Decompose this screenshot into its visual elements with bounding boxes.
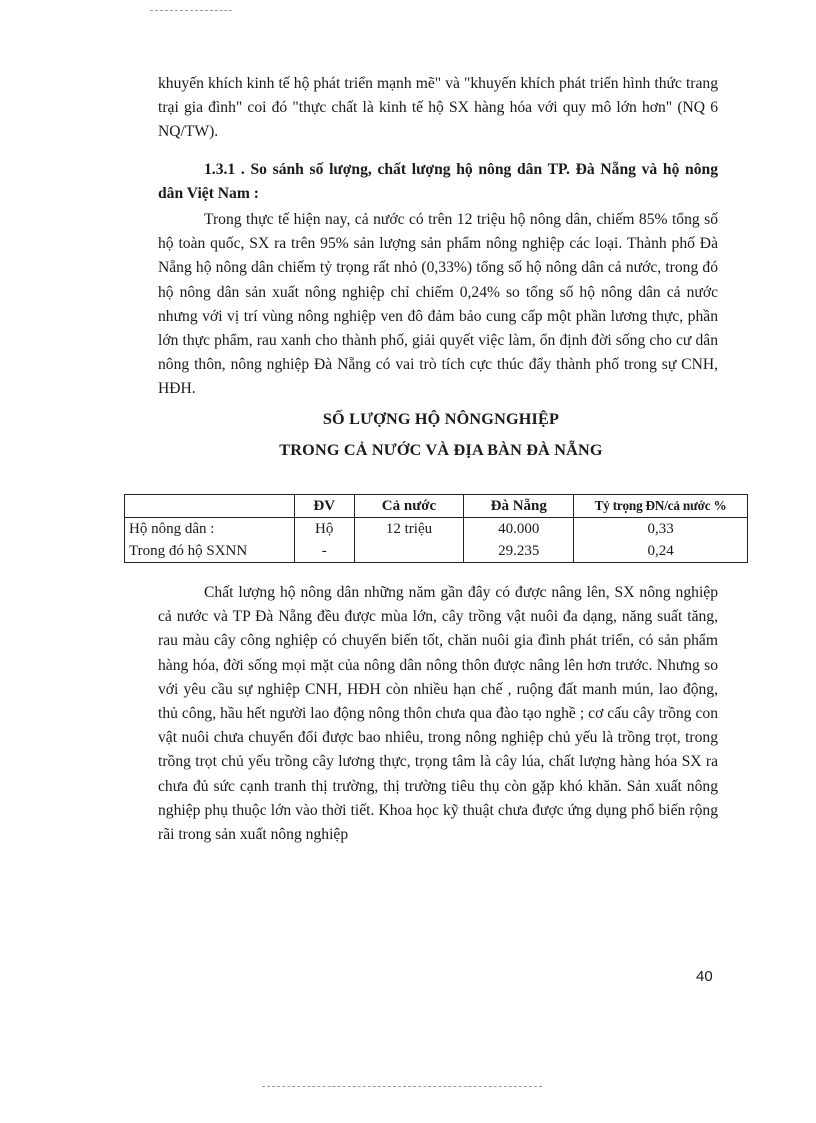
- row-label: Hộ nông dân :: [125, 518, 295, 541]
- scan-artifact-bottom: [262, 1086, 542, 1087]
- intro-paragraph: khuyến khích kinh tế hộ phát triển mạnh mẽ" và "khuyến khích phát triển hình thức trang trại gia đình" coi đó "thực chất là kinh tế hộ SX hàng hóa với quy mô lớn hơn" (NQ 6 NQ/TW).: [158, 75, 718, 141]
- table-row: [125, 518, 748, 541]
- table-row: [125, 540, 748, 563]
- row-nationwide: [354, 540, 464, 563]
- row-nationwide: 12 triệu: [354, 518, 464, 541]
- scan-artifact-top: [150, 10, 208, 11]
- header-unit: ĐV: [294, 495, 354, 518]
- table-header-row: [125, 495, 748, 518]
- row-unit: -: [294, 540, 354, 563]
- scan-artifact-top: [210, 10, 232, 11]
- header-da-nang: Đà Nẵng: [464, 495, 574, 518]
- row-label: Trong đó hộ SXNN: [125, 540, 295, 563]
- page-number: 40: [696, 968, 713, 985]
- header-share: Tỷ trọng ĐN/cả nước %: [574, 495, 748, 518]
- row-da-nang: 40.000: [464, 518, 574, 541]
- table-title-line-1: SỐ LƯỢNG HỘ NÔNGNGHIỆP: [322, 410, 560, 428]
- section-heading: 1.3.1 . So sánh số lượng, chất lượng hộ nông dân TP. Đà Nẵng và hộ nông dân Việt Nam :: [158, 161, 718, 203]
- household-statistics-table: [124, 494, 748, 563]
- body-paragraph-2: Chất lượng hộ nông dân những năm gần đây có được nâng lên, SX nông nghiệp cả nước và TP Đà Nẵng đều được mùa lớn, cây trồng vật nuôi đa dạng, năng suất tăng, rau màu cây công nghiệp có chuyển biến tốt, chăn nuôi gia đình phát triển, có sản phẩm hàng hóa, đời sống mọi mặt của nông dân nông thôn được nâng lên hơn trước. Nhưng so với yêu cầu sự nghiệp CNH, HĐH còn nhiều hạn chế , ruộng đất manh mún, lao động, thủ công, hầu hết người lao động nông thôn chưa qua đào tạo nghề ; cơ cấu cây trồng con vật nuôi chưa chuyển đổi được bao nhiêu, trong nông nghiệp chủ yếu là trồng trọt, trong trồng trọt chủ yếu trồng cây lương thực, trọng tâm là cây lúa, chất lượng hàng hóa SX ra chưa đủ sức cạnh tranh thị trường, thị trường tiêu thụ còn gặp khó khăn. Sản xuất nông nghiệp phụ thuộc lớn vào thời tiết. Khoa học kỹ thuật chưa được ứng dụng phổ biến rộng rãi trong sản xuất nông nghiệp: [158, 584, 718, 844]
- header-label: [125, 495, 295, 518]
- row-share: 0,24: [574, 540, 748, 563]
- body-paragraph-1: Trong thực tế hiện nay, cả nước có trên 12 triệu hộ nông dân, chiếm 85% tổng số hộ toàn quốc, SX ra trên 95% sản lượng sản phẩm nông nghiệp các loại. Thành phố Đà Nẵng hộ nông dân chiếm tỷ trọng rất nhỏ (0,33%) tổng số hộ nông dân cả nước, trong đó hộ nông dân sản xuất nông nghiệp chỉ chiếm 0,24% so tổng số hộ nông dân cả nước nhưng với vị trí vùng nông nghiệp ven đô đảm bảo cung cấp một phần lương thực, phần lớn thực phẩm, rau xanh cho thành phố, giải quyết việc làm, ổn định đời sống cho cư dân nông thôn, nông nghiệp Đà Nẵng có vai trò tích cực thúc đẩy thành phố trong sự CNH, HĐH.: [158, 211, 718, 398]
- header-nationwide: Cả nước: [354, 495, 464, 518]
- row-da-nang: 29.235: [464, 540, 574, 563]
- table-title-line-2: TRONG CẢ NƯỚC VÀ ĐỊA BÀN ĐÀ NẴNG: [279, 441, 603, 459]
- row-unit: Hộ: [294, 518, 354, 541]
- row-share: 0,33: [574, 518, 748, 541]
